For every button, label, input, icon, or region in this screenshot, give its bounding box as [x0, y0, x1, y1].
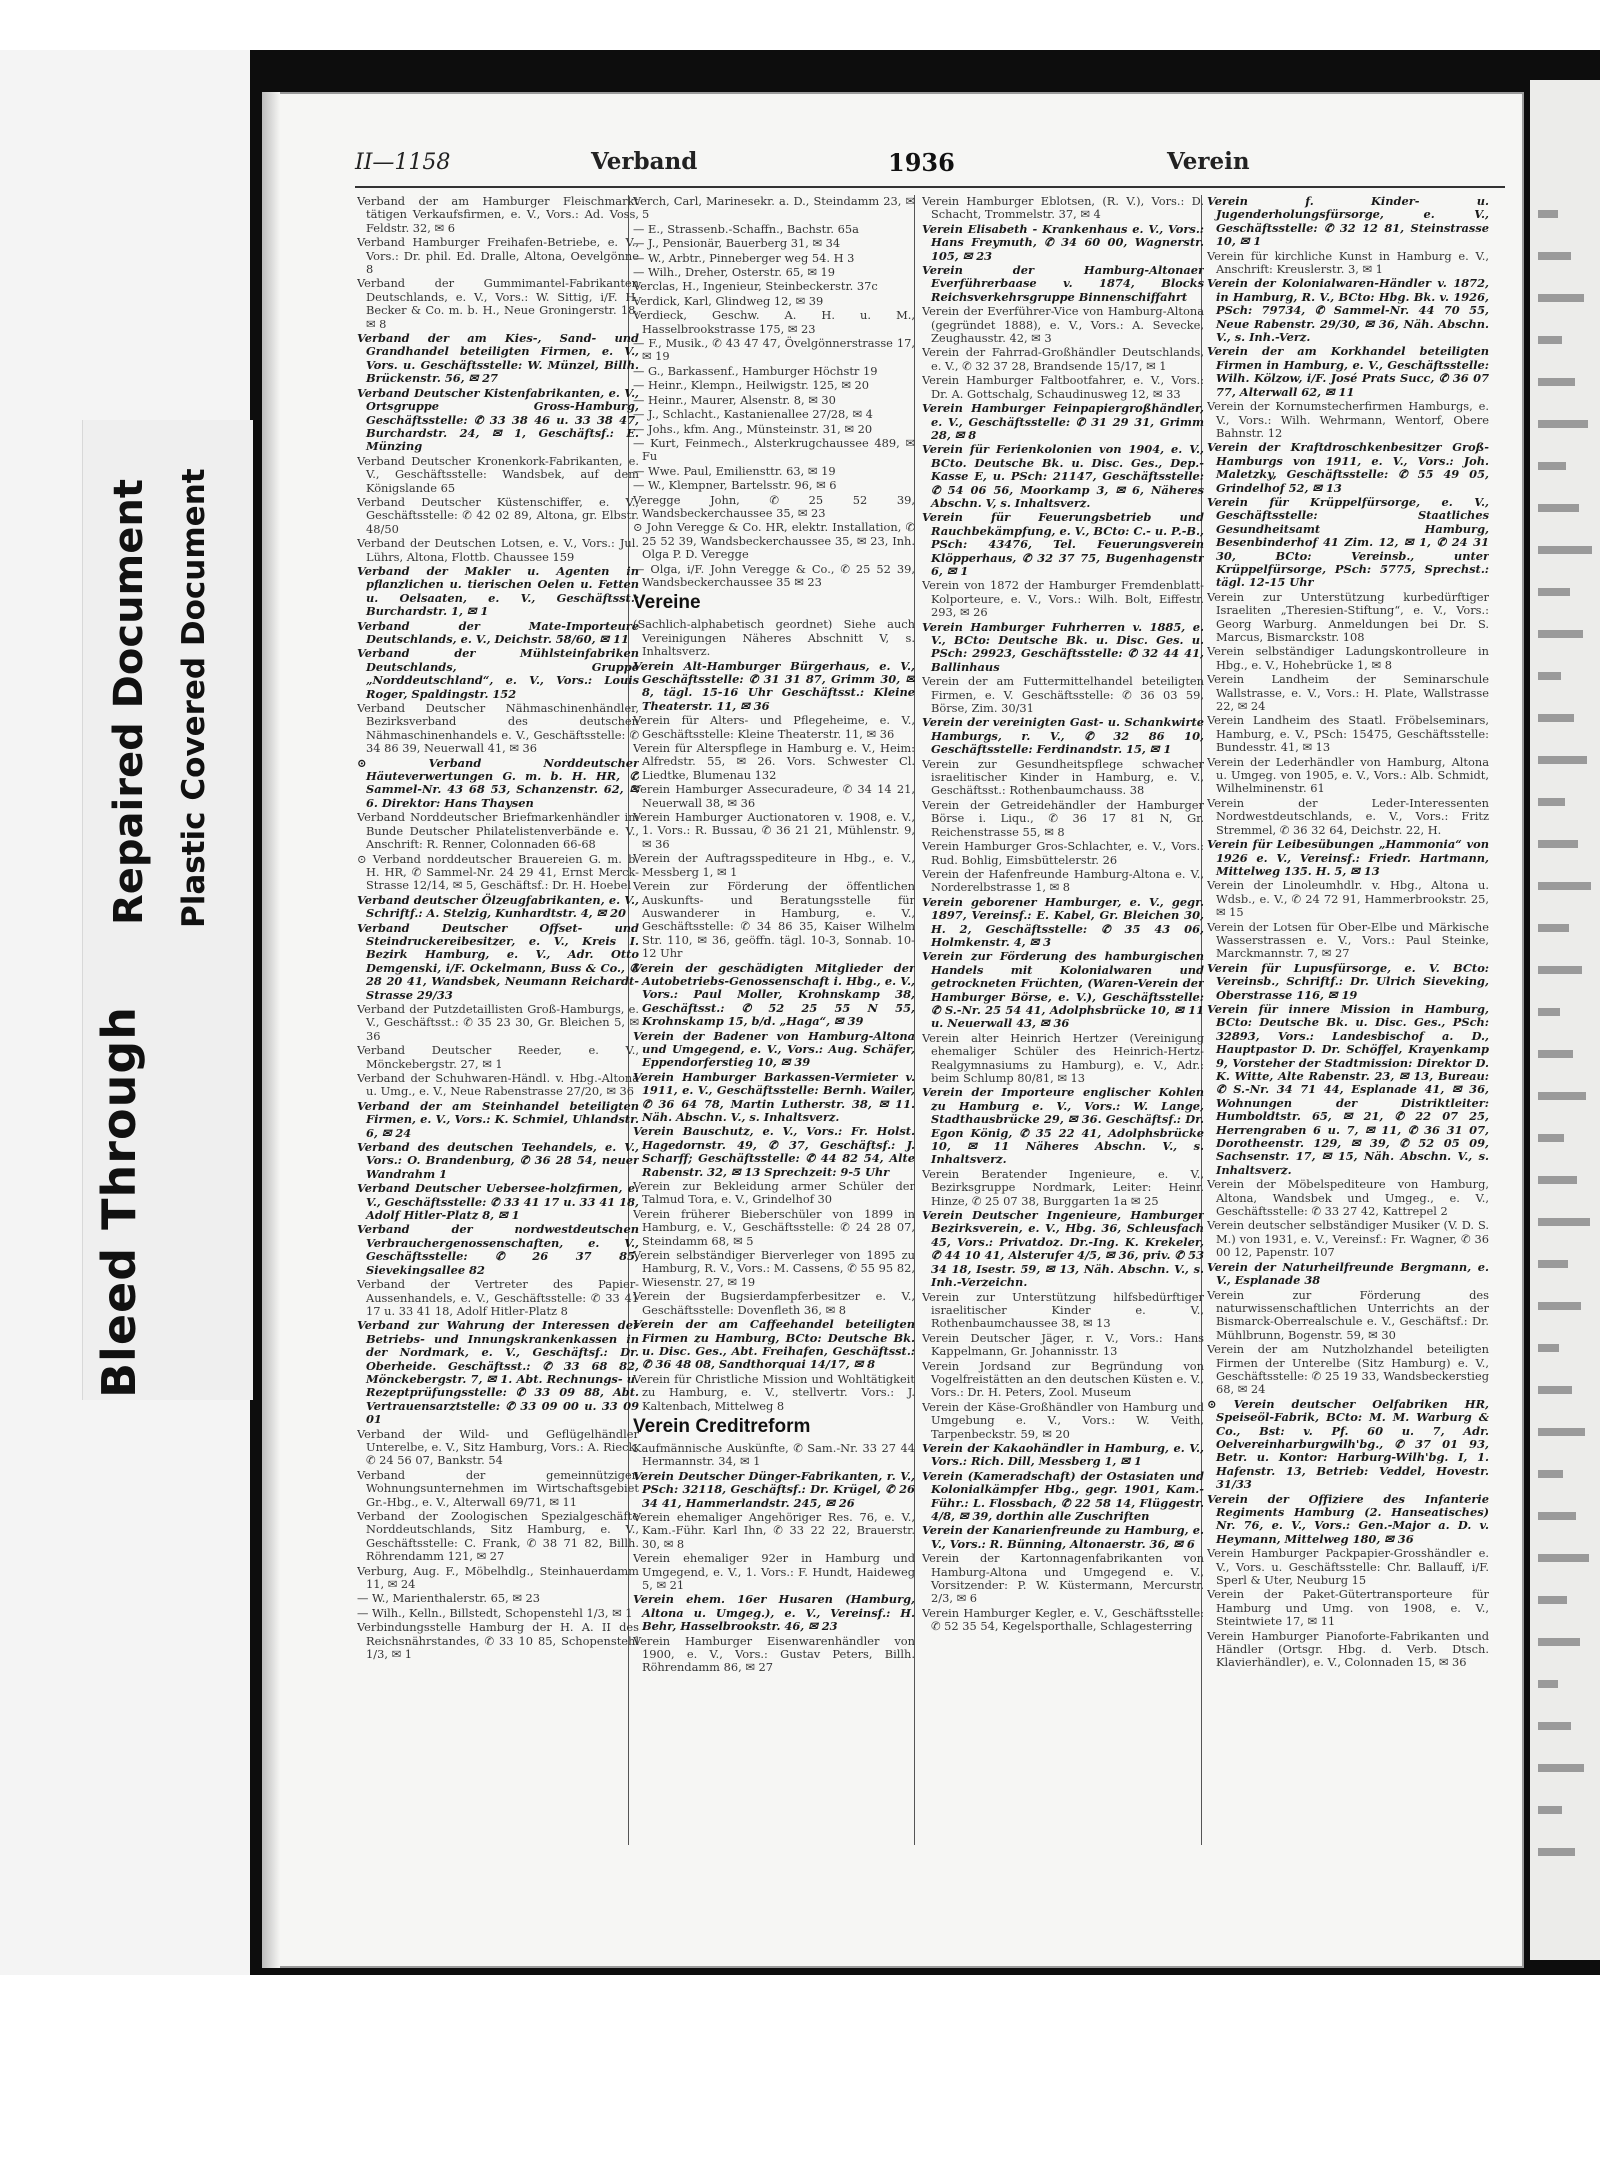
directory-column-1: [357, 195, 639, 1845]
directory-entry: Verein der am Korkhandel beteiligten Firmen in Hamburg, e. V., Geschäftsstelle: Wilh. Kölzow, i/F. José Prats Succ, ✆ 36 07 77, Alterwall 62, ✉ 11: [1207, 344, 1489, 399]
directory-entry: Verein der Lotsen für Ober-Elbe und Märkische Wasserstrassen e. V., Vors.: Paul Steinke, Marckmannstr. 7, ✉ 27: [1207, 919, 1489, 961]
adjacent-page-text-fragment: [1538, 1764, 1584, 1772]
bleed-through-label: Bleed Through: [92, 1005, 146, 1398]
directory-entry: Verein der Bugsierdampferbesitzer e. V., Geschäftsstelle: Dovenfleth 36, ✉ 8: [633, 1289, 915, 1317]
directory-entry: Verein der Möbelspediteure von Hamburg, Altona, Wandsbek und Umgeg., e. V., Geschäftsstelle: ✆ 33 27 42, Kattrepel 2: [1207, 1177, 1489, 1219]
page-number: II—1158: [355, 150, 451, 175]
adjacent-page-text-fragment: [1538, 1680, 1558, 1688]
directory-entry: Verein Hamburger Auctionatoren v. 1908, e. V., 1. Vors.: R. Bussau, ✆ 36 21 21, Mühlenstr. 9, ✉ 36: [633, 810, 915, 851]
directory-entry: Verdieck, Geschw. A. H. u. M., Hasselbrookstrasse 175, ✉ 23: [633, 308, 915, 336]
directory-column-3: [922, 195, 1204, 1845]
adjacent-page-text-fragment: [1538, 1260, 1568, 1268]
page-binding-shadow: [262, 92, 280, 1968]
directory-column-4: [1207, 195, 1489, 1845]
directory-entry: Verband der Wild- und Geflügelhändler Unterelbe, e. V., Sitz Hamburg, Vors.: A. Rieck, ✆ 24 56 07, Bankstr. 54: [357, 1426, 639, 1468]
adjacent-page-text-fragment: [1538, 1848, 1575, 1856]
adjacent-page-text-fragment: [1538, 672, 1561, 680]
directory-entry: (Sachlich-alphabetisch geordnet) Siehe auch Vereinigungen Näheres Abschnitt V, s. Inhaltsverz.: [633, 617, 915, 659]
directory-entry: Verein ehemaliger 92er in Hamburg und Umgegend, e. V., 1. Vors.: F. Hundt, Haideweg 5, ✉ 21: [633, 1551, 915, 1592]
directory-entry: Verband Deutscher Reeder, e. V., Mönckebergstr. 27, ✉ 1: [357, 1043, 639, 1071]
adjacent-page-text-fragment: [1538, 1218, 1590, 1226]
directory-entry: Verein Hamburger Pianoforte-Fabrikanten und Händler (Ortsgr. Hbg. d. Verb. Dtsch. Klavierhändler), e. V., Colonnaden 15, ✉ 36: [1207, 1628, 1489, 1670]
section-heading: Vereine: [633, 592, 701, 614]
directory-entry: Verein Deutscher Ingenieure, Hamburger Bezirksverein, e. V., Hbg. 36, Schleusfach 45, Vors.: Privatdoz. Dr.-Ing. K. Krekeler, ✆ 44 10 41, Alsterufer 4/5, ✉ 36, priv. ✆ 53 34 18, Isestr. 59, ✉ 13, Näh. Abschn. V., s. Inh.-Verzeichn.: [922, 1208, 1204, 1290]
directory-entry: Verband des deutschen Teehandels, e. V., Vors.: O. Brandenburg, ✆ 36 28 54, neuer Wandrahm 1: [357, 1140, 639, 1181]
directory-entry: Verein der Getreidehändler der Hamburger Börse i. Liqu., ✆ 36 17 81 N, Gr. Reichenstrasse 55, ✉ 8: [922, 797, 1204, 839]
directory-entry: Verein Hamburger Gros-Schlachter, e. V., Vors.: Rud. Bohlig, Eimsbüttelerstr. 26: [922, 839, 1204, 867]
header-right-keyword: Verein: [1167, 148, 1250, 175]
directory-entry: Verein Bauschutz, e. V., Vors.: Fr. Holst. Hagedornstr. 49, ✆ 37, Geschäftsf.: J. Scharff; Geschäftsstelle: ✆ 44 82 54, Alte Rabenstr. 32, ✉ 13 Sprechzeit: 9-5 Uhr: [633, 1124, 915, 1179]
directory-entry: Verein Hamburger Eblotsen, (R. V.), Vors.: D. Schacht, Trommelstr. 37, ✉ 4: [922, 195, 1204, 222]
directory-entry: Verband der Putzdetaillisten Groß-Hamburgs, e. V., Geschäftsst.: ✆ 35 23 30, Gr. Bleichen 5, ✉ 36: [357, 1001, 639, 1043]
directory-entry: Verein der Everführer-Vice von Hamburg-Altona (gegründet 1888), e. V., Vors.: A. Sevecke, Zeughausstr. 42, ✉ 3: [922, 304, 1204, 346]
directory-entry: Verein Hamburger Barkassen-Vermieter v. 1911, e. V., Geschäftsstelle: Bernh. Wailer, ✆ 36 64 78, Martin Lutherstr. 38, ✉ 11. Näh. Abschn. V., s. Inhaltsverz.: [633, 1069, 915, 1124]
directory-entry: Verein Hamburger Packpapier-Grosshändler e. V., Vors. u. Geschäftsstelle: Chr. Ballauff, i/F. Sperl & Uter, Neuburg 15: [1207, 1546, 1489, 1588]
directory-entry: — F., Musik., ✆ 43 47 47, Övelgönnerstrasse 17, ✉ 19: [633, 336, 915, 364]
repaired-document-label: Repaired Document: [106, 479, 152, 925]
directory-entry: Verein der vereinigten Gast- u. Schankwirte Hamburgs, r. V., ✆ 32 86 10, Geschäftsstelle: Ferdinandstr. 15, ✉ 1: [922, 715, 1204, 757]
directory-entry: ⊙ John Veregge & Co. HR, elektr. Installation, ✆ 25 52 39, Wandsbeckerchaussee 35, ✉ 23, Inh. Olga P. D. Veregge: [633, 520, 915, 562]
directory-entry: Verein zur Unterstützung hilfsbedürftiger israelitischer Kinder e. V., Rothenbaumchaussee 38, ✉ 13: [922, 1289, 1204, 1331]
directory-entry: Verband Hamburger Freihafen-Betriebe, e. V., Vors.: Dr. phil. Ed. Dralle, Altona, Oevelgönne 8: [357, 235, 639, 277]
directory-entry: Verein Hamburger Kegler, e. V., Geschäftsstelle: ✆ 52 35 54, Kegelsporthalle, Schlagesterring: [922, 1605, 1204, 1634]
directory-entry: Verein der Kartonnagenfabrikanten von Hamburg-Altona und Umgegend e. V., Vorsitzender: P. W. Küstermann, Mercurstr. 2/3, ✉ 6: [922, 1551, 1204, 1606]
directory-entry: Verein Landheim der Seminarschule Wallstrasse, e. V., Vors.: H. Plate, Wallstrasse 22, ✉ 24: [1207, 672, 1489, 714]
directory-entry: — Johs., kfm. Ang., Münsteinstr. 31, ✉ 20: [633, 421, 873, 436]
directory-entry: — Wilh., Dreher, Osterstr. 65, ✉ 19: [633, 265, 836, 280]
directory-entry: — J., Schlacht., Kastanienallee 27/28, ✉ 4: [633, 407, 873, 422]
directory-entry: Verband der am Hamburger Fleischmarkt tätigen Verkaufsfirmen, e. V., Vors.: Ad. Voss, Feldstr. 32, ✉ 6: [357, 195, 639, 235]
directory-entry: Verein Beratender Ingenieure, e. V., Bezirksgruppe Nordmark, Leiter: Heinr. Hinze, ✆ 25 07 38, Burggarten 1a ✉ 25: [922, 1166, 1204, 1208]
adjacent-page-text-fragment: [1538, 1176, 1577, 1184]
directory-entry: Verband zur Wahrung der Interessen der Betriebs- und Innungskrankenkassen in der Nordmark, e. V., Geschäftsf.: Dr. Oberheide. Geschäftsst.: ✆ 33 68 82, Mönckebergstr. 7, ✉ 1. Abt. Rechnungs- u. Rezeptprüfungsstelle: ✆ 33 09 88, Abt. Vertrauensarztstelle: ✆ 33 09 00 u. 33 09 01: [357, 1318, 639, 1427]
adjacent-page-edge: [1530, 80, 1600, 1960]
adjacent-page-text-fragment: [1538, 210, 1558, 218]
directory-entry: Verclas, H., Ingenieur, Steinbeckerstr. 37c: [633, 279, 878, 294]
directory-entry: Verein alter Heinrich Hertzer (Vereinigung ehemaliger Schüler des Heinrich-Hertz-Realgymnasiums zu Hamburg), e. V., Adr.: beim Schlump 80/81, ✉ 13: [922, 1030, 1204, 1085]
adjacent-page-text-fragment: [1538, 1428, 1585, 1436]
directory-entry: Verein für Ferienkolonien von 1904, e. V., BCto. Deutsche Bk. u. Disc. Ges., Dep.-Kasse E, u. PSch: 21147, Geschäftsstelle: ✆ 54 06 56, Moorkamp 3, ✉ 6, Näheres Abschn. V, s. Inhaltsverz.: [922, 442, 1204, 510]
directory-entry: Verein Hamburger Faltbootfahrer, e. V., Vors.: Dr. A. Gottschalg, Schaudinusweg 12, ✉ 33: [922, 373, 1204, 401]
directory-entry: — Kurt, Feinmech., Alsterkrugchaussee 489, ✉ Fu: [633, 435, 915, 464]
directory-entry: Kaufmännische Auskünfte, ✆ Sam.-Nr. 33 27 44 Hermannstr. 34, ✉ 1: [633, 1440, 915, 1469]
directory-entry: Verein früherer Bieberschüler von 1899 in Hamburg, e. V., Geschäftsstelle: ✆ 24 28 07, Steindamm 68, ✉ 5: [633, 1206, 915, 1248]
header-left-keyword: Verband: [591, 148, 698, 175]
directory-entry: Verein Hamburger Feinpapiergroßhändler, e. V., Geschäftsstelle: ✆ 31 29 31, Grimm 28, ✉ 8: [922, 401, 1204, 442]
directory-entry: Verch, Carl, Marinesekr. a. D., Steindamm 23, ✉ 5: [633, 195, 915, 222]
directory-entry: Verein Elisabeth - Krankenhaus e. V., Vors.: Hans Freymuth, ✆ 34 60 00, Wagnerstr. 105, ✉ 23: [922, 221, 1204, 263]
directory-entry: Verband deutscher Ölzeugfabrikanten, e. V., Schriftf.: A. Stelzig, Kunhardtstr. 4, ✉ 20: [357, 892, 639, 921]
adjacent-page-text-fragment: [1538, 1134, 1564, 1142]
directory-entry: Verein geborener Hamburger, e. V., gegr. 1897, Vereinsf.: E. Kabel, Gr. Bleichen 30, H. 2, Geschäftsstelle: ✆ 35 43 06, Holmkenstr. 4, ✉ 3: [922, 894, 1204, 949]
directory-entry: — E., Strassenb.-Schaffn., Bachstr. 65a: [633, 221, 859, 236]
directory-entry: — W., Klempner, Bartelsstr. 96, ✉ 6: [633, 478, 837, 493]
adjacent-page-text-fragment: [1538, 336, 1562, 344]
adjacent-page-text-fragment: [1538, 1050, 1573, 1058]
directory-entry: Verein der Lederhändler von Hamburg, Altona u. Umgeg. von 1905, e. V., Vors.: Alb. Schmidt, Wilhelminenstr. 61: [1207, 754, 1489, 796]
directory-entry: Verein der am Futtermittelhandel beteiligten Firmen, e. V. Geschäftsstelle: ✆ 36 03 59, Börse, Zim. 30/31: [922, 674, 1204, 716]
directory-entry: Verein der Badener von Hamburg-Altona und Umgegend, e. V., Vors.: Aug. Schäfer, Eppendorferstieg 10, ✉ 39: [633, 1028, 915, 1070]
directory-entry: Verband der Vertreter des Papier-Aussenhandels, e. V., Geschäftsstelle: ✆ 33 41 17 u. 33 41 18, Adolf Hitler-Platz 8: [357, 1277, 639, 1318]
directory-entry: Verbindungsstelle Hamburg der H. A. II des Reichsnährstandes, ✆ 33 10 85, Schopenstehl 1/3, ✉ 1: [357, 1620, 639, 1662]
directory-entry: Verein zur Gesundheitspflege schwacher israelitischer Kinder in Hamburg, e. V., Geschäftsst.: Rothenbaumchauss. 38: [922, 756, 1204, 798]
directory-entry: ⊙ Verband norddeutscher Brauereien G. m. b. H. HR, ✆ Sammel-Nr. 24 29 41, Ernst Merck-Strasse 12/14, ✉ 5, Geschäftsf.: Dr. H. Hoebel: [357, 851, 639, 893]
directory-entry: Verein für Alterspflege in Hamburg e. V., Heim: Alfredstr. 55, ✉ 26. Vors. Schwester Cl. Liedtke, Blumenau 132: [633, 741, 915, 782]
directory-entry: Verband der Mühlsteinfabriken Deutschlands, Gruppe „Norddeutschland“, e. V., Vors.: Louis Roger, Spaldingstr. 152: [357, 646, 639, 701]
adjacent-page-text-fragment: [1538, 1638, 1580, 1646]
directory-entry: Verband der Schuhwaren-Händl. v. Hbg.-Altona u. Umg., e. V., Neue Rabenstrasse 27/20, ✉ 36: [357, 1071, 639, 1099]
directory-entry: Verein der Kraftdroschkenbesitzer Groß-Hamburgs von 1911, e. V., Vors.: Joh. Maletzky, Geschäftsstelle: ✆ 55 49 05, Grindelhof 52, ✉ 13: [1207, 440, 1489, 495]
directory-entry: Verein (Kameradschaft) der Ostasiaten und Kolonialkämpfer Hbg., gegr. 1901, Kam.-Führ.: L. Flossbach, ✆ 22 58 14, Flüggestr. 4/8, ✉ 39, dorthin alle Zuschriften: [922, 1468, 1204, 1523]
directory-entry: Verband Norddeutscher Briefmarkenhändler im Bunde Deutscher Philatelistenverbände e. V., Anschrift: R. Renner, Colonnaden 66-68: [357, 810, 639, 852]
directory-entry: Verein der Hafenfreunde Hamburg-Altona e. V., Norderelbstrasse 1, ✉ 8: [922, 866, 1204, 895]
directory-entry: Verein der Auftragsspediteure in Hbg., e. V., Messberg 1, ✉ 1: [633, 851, 915, 879]
directory-entry: Verein für Alters- und Pflegeheime, e. V., Geschäftsstelle: Kleine Theaterstr. 11, ✉ 36: [633, 713, 915, 741]
directory-entry: Verband Deutscher Kistenfabrikanten, e. V., Ortsgruppe Gross-Hamburg, Geschäftsstelle: ✆ 33 38 46 u. 33 38 47, Burchardstr. 24, ✉ 1, Geschäftsf.: E. Münzing: [357, 385, 639, 454]
directory-entry: Verein der am Nutzholzhandel beteiligten Firmen der Unterelbe (Sitz Hamburg) e. V., Geschäftsstelle: ✆ 25 19 33, Wandsbeckerstieg 68, ✉ 24: [1207, 1342, 1489, 1397]
adjacent-page-text-fragment: [1538, 294, 1584, 302]
directory-entry: Veregge John, ✆ 25 52 39, Wandsbeckerchaussee 35, ✉ 23: [633, 492, 915, 520]
directory-entry: Verein zur Unterstützung kurbedürftiger Israeliten „Theresien-Stiftung“, e. V., Vors.: Georg Warburg. Anmeldungen bei Dr. S. Marcus, Bismarckstr. 108: [1207, 589, 1489, 644]
directory-entry: Verband der Zoologischen Spezialgeschäfte Norddeutschlands, Sitz Hamburg, e. V., Geschäftsstelle: C. Frank, ✆ 38 71 82, Billh. Röhrendamm 121, ✉ 27: [357, 1509, 639, 1564]
directory-entry: Verein für kirchliche Kunst in Hamburg e. V., Anschrift: Kreuslerstr. 3, ✉ 1: [1207, 248, 1489, 277]
directory-entry: Verein Deutscher Jäger, r. V., Vors.: Hans Kappelmann, Gr. Johannisstr. 13: [922, 1330, 1204, 1359]
directory-entry: Verband der nordwestdeutschen Verbrauchergenossenschaften, e. V., Geschäftsstelle: ✆ 26 37 85, Sievekingsallee 82: [357, 1222, 639, 1277]
directory-entry: Verein für Leibesübungen „Hammonia“ von 1926 e. V., Vereinsf.: Friedr. Hartmann, Mittelweg 135. H. 5, ✉ 13: [1207, 837, 1489, 878]
directory-entry: Verband Deutscher Nähmaschinenhändler, Bezirksverband des deutschen Nähmaschinenhandels e. V., Geschäftsstelle: ✆ 34 86 39, Neuerwall 41, ✉ 36: [357, 701, 639, 756]
directory-entry: — Heinr., Maurer, Alsenstr. 8, ✉ 30: [633, 392, 836, 407]
adjacent-page-text-fragment: [1538, 588, 1570, 596]
adjacent-page-text-fragment: [1538, 504, 1579, 512]
directory-entry: Verband der Makler u. Agenten in pflanzlichen u. tierischen Oelen u. Fetten u. Oelsaaten, e. V., Geschäftsst.: Burchardstr. 1, ✉ 1: [357, 563, 639, 619]
directory-entry: — Heinr., Klempn., Heilwigstr. 125, ✉ 20: [633, 378, 870, 393]
directory-entry: Verein der Offiziere des Infanterie Regiments Hamburg (2. Hanseatisches) Nr. 76, e. V., Vors.: Gen.-Major a. D. v. Heymann, Mittelweg 180, ✉ 36: [1207, 1491, 1489, 1546]
directory-entry: Verein Hamburger Fuhrherren v. 1885, e. V., BCto: Deutsche Bk. u. Disc. Ges. u. PSch: 29923, Geschäftsstelle: ✆ 32 44 41, Ballinhaus: [922, 619, 1204, 674]
section-heading: Verein Creditreform: [633, 1415, 811, 1437]
adjacent-page-text-fragment: [1538, 1386, 1572, 1394]
directory-entry: Verband der am Kies-, Sand- und Grandhandel beteiligten Firmen, e. V., Vors. u. Geschäftsstelle: W. Münzel, Billh. Brückenstr. 56, ✉ 27: [357, 331, 639, 386]
directory-entry: Verband Deutscher Kronenkork-Fabrikanten, e. V., Geschäftsstelle: Wandsbek, auf dem Königslande 65: [357, 453, 639, 495]
directory-entry: Verein der Kakaohändler in Hamburg, e. V., Vors.: Rich. Dill, Messberg 1, ✉ 1: [922, 1440, 1204, 1469]
directory-entry: Verein selbständiger Bierverleger von 1895 zu Hamburg, R. V., Vors.: M. Cassens, ✆ 55 95 82, Wiesenstr. 27, ✉ 19: [633, 1248, 915, 1289]
directory-entry: Verein für Lupusfürsorge, e. V. BCto: Vereinsb., Schriftf.: Dr. Ulrich Sieveking, Oberstrasse 116, ✉ 19: [1207, 960, 1489, 1002]
directory-entry: Verein für Krüppelfürsorge, e. V., Geschäftsstelle: Staatliches Gesundheitsamt Hamburg, Besenbinderhof 41 Zim. 12, ✉ 1, ✆ 24 31 30, BCto: Vereinsb., unter Krüppelfürsorge, PSch: 5775, Sprechst.: tägl. 12-15 Uhr: [1207, 494, 1489, 590]
adjacent-page-text-fragment: [1538, 1470, 1563, 1478]
directory-entry: Verein der Kornumstecherfirmen Hamburgs, e. V., Vors.: Wilh. Wehrmann, Wentorf, Obere Bahnstr. 12: [1207, 399, 1489, 440]
directory-entry: Verein Deutscher Dünger-Fabrikanten, r. V., PSch: 32118, Geschäftsf.: Dr. Krügel, ✆ 26 34 41, Hammerlandstr. 245, ✉ 26: [633, 1468, 915, 1510]
directory-entry: ⊙ Verband Norddeutscher Häuteverwertungen G. m. b. H. HR, ✆ Sammel-Nr. 43 68 53, Schanzenstr. 62, ✉ 6. Direktor: Hans Thaysen: [357, 755, 639, 810]
directory-entry: — G., Barkassenf., Hamburger Höchstr 19: [633, 363, 878, 378]
directory-entry: Verein zur Bekleidung armer Schüler der Talmud Tora, e. V., Grindelhof 30: [633, 1179, 915, 1207]
plastic-covered-document-label: Plastic Covered Document: [176, 468, 212, 928]
adjacent-page-text-fragment: [1538, 1512, 1576, 1520]
directory-entry: Verband der am Steinhandel beteiligten Firmen, e. V., Vors.: K. Schmiel, Uhlandstr. 6, ✉ 24: [357, 1098, 639, 1140]
directory-entry: Verein zur Förderung des hamburgischen Handels mit Kolonialwaren und getrockneten Früchten, (Waren-Verein der Hamburger Börse, e. V.), Geschäftsstelle: ✆ S.-Nr. 25 54 41, Adolphsbrücke 10, ✉ 11 u. Neuerwall 43, ✉ 36: [922, 949, 1204, 1031]
adjacent-page-text-fragment: [1538, 1092, 1586, 1100]
adjacent-page-text-fragment: [1538, 546, 1592, 554]
adjacent-page-text-fragment: [1538, 1008, 1560, 1016]
header-year: 1936: [888, 148, 955, 177]
adjacent-page-text-fragment: [1538, 714, 1574, 722]
directory-entry: Verband Deutscher Uebersee-holzfirmen, e. V., Geschäftsstelle: ✆ 33 41 17 u. 33 41 18, Adolf Hitler-Platz 8, ✉ 1: [357, 1181, 639, 1223]
directory-entry: Verein der Fahrrad-Großhändler Deutschlands, e. V., ✆ 32 37 28, Brandsende 15/17, ✉ 1: [922, 345, 1204, 373]
adjacent-page-text-fragment: [1538, 756, 1587, 764]
directory-entry: Verein von 1872 der Hamburger Fremdenblatt-Kolporteure, e. V., Vors.: Wilh. Bolt, Eiffestr. 293, ✉ 26: [922, 578, 1204, 620]
directory-entry: Verein zur Förderung des naturwissenschaftlichen Unterrichts an der Bismarck-Oberrealschule e. V., Geschäftsf.: Dr. Mühlbrunn, Bogenstr. 59, ✉ 30: [1207, 1287, 1489, 1342]
directory-entry: Verein für Feuerungsbetrieb und Rauchbekämpfung, e. V., BCto: C.- u. P.-B., PSch: 43476, Tel. Feuerungsverein Klöpperhaus, ✆ 32 37 75, Bugenhagenstr 6, ✉ 1: [922, 510, 1204, 578]
adjacent-page-text-fragment: [1538, 840, 1578, 848]
adjacent-page-text-fragment: [1538, 1344, 1559, 1352]
page-header: [355, 148, 1250, 188]
directory-entry: Verein selbständiger Ladungskontrolleure in Hbg., e. V., Hohebrücke 1, ✉ 8: [1207, 644, 1489, 672]
adjacent-page-text-fragment: [1538, 252, 1571, 260]
directory-entry: Verein ehem. 16er Husaren (Hamburg, Altona u. Umgeg.), e. V., Vereinsf.: H. Behr, Hasselbrookstr. 46, ✉ 23: [633, 1592, 915, 1634]
directory-entry: Verein Hamburger Eisenwarenhändler von 1900, e. V., Vors.: Gustav Peters, Billh. Röhrendamm 86, ✉ 27: [633, 1633, 915, 1675]
directory-entry: Verein f. Kinder- u. Jugenderholungsfürsorge, e. V., Geschäftsstelle: ✆ 32 12 81, Steinstrasse 10, ✉ 1: [1207, 195, 1489, 249]
adjacent-page-text-fragment: [1538, 1722, 1571, 1730]
directory-entry: Verband Deutscher Küstenschiffer, e. V., Geschäftsstelle: ✆ 42 02 89, Altona, gr. Elbstr. 48/50: [357, 494, 639, 536]
directory-entry: Verein deutscher selbständiger Musiker (V. D. S. M.) von 1931, e. V., Vereinsf.: Fr. Wagner, ✆ 36 00 12, Papenstr. 107: [1207, 1218, 1489, 1260]
adjacent-page-text-fragment: [1538, 882, 1591, 890]
directory-entry: Verein ehemaliger Angehöriger Res. 76, e. V., Kam.-Führ. Karl Ihn, ✆ 33 22 22, Brauerstr. 30, ✉ 8: [633, 1509, 915, 1551]
directory-entry: Verein der Hamburg-Altonaer Everführerbaase v. 1874, Blocks Reichsverkehrsgruppe Binnenschiffahrt: [922, 263, 1204, 304]
adjacent-page-text-fragment: [1538, 966, 1582, 974]
directory-entry: — W., Arbtr., Pinneberger weg 54. H 3: [633, 250, 855, 265]
directory-entry: Verein Alt-Hamburger Bürgerhaus, e. V., Geschäftsstelle: ✆ 31 31 87, Grimm 30, ✉ 8, tägl. 15-16 Uhr Geschäftsst.: Kleine Theaterstr. 11, ✉ 36: [633, 658, 915, 713]
directory-column-2: [633, 195, 915, 1845]
directory-entry: Verein zur Förderung der öffentlichen Auskunfts- und Beratungsstelle für Auswanderer in Hamburg, e. V., Geschäftsstelle: ✆ 34 86 35, Kaiser Wilhelm Str. 110, ✉ 36, geöffn. tägl. 10-3, Sonnab. 10-12 Uhr: [633, 879, 915, 961]
directory-entry: Verdick, Karl, Glindweg 12, ✉ 39: [633, 293, 824, 308]
directory-entry: Verein der am Caffeehandel beteiligten Firmen zu Hamburg, BCto: Deutsche Bk. u. Disc. Ges., Abt. Freihafen, Geschäftsst.: ✆ 36 48 08, Sandthorquai 14/17, ✉ 8: [633, 1317, 915, 1372]
directory-entry: Verein der Leder-Interessenten Nordwestdeutschlands, e. V., Vors.: Fritz Stremmel, ✆ 36 32 64, Deichstr. 22, H.: [1207, 795, 1489, 837]
directory-entry: Verein Hamburger Assecuradeure, ✆ 34 14 21, Neuerwall 38, ✉ 36: [633, 782, 915, 810]
directory-entry: Verein der Kanarienfreunde zu Hamburg, e. V., Vors.: R. Bünning, Altonaerstr. 36, ✉ 6: [922, 1523, 1204, 1551]
directory-entry: Verein der Naturheilfreunde Bergmann, e. V., Esplanade 38: [1207, 1259, 1489, 1288]
directory-entry: Verein Landheim des Staatl. Fröbelseminars, Hamburg, e. V., PSch: 15475, Geschäftsstelle: Bundesstr. 41, ✉ 13: [1207, 713, 1489, 755]
directory-entry: Verein der Kolonialwaren-Händler v. 1872, in Hamburg, R. V., BCto: Hbg. Bk. v. 1926, PSch: 79734, ✆ Sammel-Nr. 44 70 55, Neue Rabenstr. 29/30, ✉ 36, Näh. Abschn. V., s. Inh.-Verz.: [1207, 276, 1489, 345]
directory-entry: — Wwe. Paul, Emiliensttr. 63, ✉ 19: [633, 463, 836, 478]
adjacent-page-text-fragment: [1538, 798, 1565, 806]
directory-entry: Verband der Mate-Importeure Deutschlands, e. V., Deichstr. 58/60, ✉ 11: [357, 618, 639, 646]
adjacent-page-text-fragment: [1538, 420, 1588, 428]
directory-entry: Verein der Linoleumhdlr. v. Hbg., Altona u. Wdsb., e. V., ✆ 24 72 91, Hammerbrookstr. 25, ✉ 15: [1207, 878, 1489, 920]
directory-entry: Verburg, Aug. F., Möbelhdlg., Steinhauerdamm 11, ✉ 24: [357, 1563, 639, 1592]
adjacent-page-text-fragment: [1538, 1302, 1581, 1310]
adjacent-page-text-fragment: [1538, 924, 1569, 932]
adjacent-page-text-fragment: [1538, 462, 1566, 470]
header-rule: [355, 186, 1505, 188]
directory-entry: Verein Jordsand zur Begründung von Vogelfreistätten an den deutschen Küsten e. V., Vors.: Dr. H. Peters, Zool. Museum: [922, 1358, 1204, 1400]
directory-entry: Verband der Gummimantel-Fabrikanten Deutschlands, e. V., Vors.: W. Sittig, i/F. H. Becker & Co. m. b. H., Neue Groningerstr. 18, ✉ 8: [357, 276, 639, 331]
directory-entry: ⊙ Verein deutscher Oelfabriken HR, Speiseöl-Fabrik, BCto: M. M. Warburg & Co., Bst: v. Pf. 60 u. 7, Adr. Oelvereinharburgwilh'bg., ✆ 37 01 93, Betr. u. Kontor: Harburg-Wilh'bg. I, 1. Hafenstr. 13, Betrieb: Veddel, Hovestr. 31/33: [1207, 1396, 1489, 1492]
adjacent-page-text-fragment: [1538, 378, 1575, 386]
adjacent-page-text-fragment: [1538, 1596, 1567, 1604]
directory-entry: — Olga, i/F. John Veregge & Co., ✆ 25 52 39, Wandsbeckerchaussee 35 ✉ 23: [633, 561, 915, 589]
directory-entry: Verband Deutscher Offset- und Steindruckereibesitzer, e. V., Kreis I. Bezirk Hamburg, e. V., Adr. Otto Demgenski, i/F. Ockelmann, Buss & Co., ✆ 28 20 41, Wandsbek, Neumann Reichardt-Strasse 29/33: [357, 920, 639, 1002]
directory-entry: Verein für Christliche Mission und Wohltätigkeit zu Hamburg, e. V., stellvertr. Vors.: J. Kaltenbach, Mittelweg 8: [633, 1371, 915, 1413]
directory-entry: — W., Marienthalerstr. 65, ✉ 23: [357, 1591, 540, 1606]
adjacent-page-text-fragment: [1538, 1806, 1562, 1814]
directory-entry: — J., Pensionär, Bauerberg 31, ✉ 34: [633, 236, 841, 251]
directory-entry: Verein der Käse-Großhändler von Hamburg und Umgebung e. V., Vors.: W. Veith, Tarpenbeckstr. 59, ✉ 20: [922, 1399, 1204, 1441]
directory-entry: Verein der geschädigten Mitglieder der Autobetriebs-Genossenschaft i. Hbg., e. V., Vors.: Paul Moller, Krohnskamp 38, Geschäftsst.: ✆ 52 25 55 N 55, Krohnskamp 15, b/d. „Haga“, ✉ 39: [633, 960, 915, 1029]
directory-entry: Verein der Paket-Gütertransporteure für Hamburg und Umg. von 1908, e. V., Steintwiete 17, ✉ 11: [1207, 1587, 1489, 1629]
directory-entry: Verband der gemeinnützigen Wohnungsunternehmen im Wirtschaftsgebiet Gr.-Hbg., e. V., Alterwall 69/71, ✉ 11: [357, 1467, 639, 1509]
directory-entry: Verein für innere Mission in Hamburg, BCto: Deutsche Bk. u. Disc. Ges., PSch: 32893, Vors.: Landesbischof a. D., Hauptpastor D. Dr. Schöffel, Krayenkamp 9, Vorsteher der Stadtmission: Direktor D. K. Witte, Alte Rabenstr. 23, ✉ 13, Bureau: ✆ S.-Nr. 34 71 44, Esplanade 41, ✉ 36, Wohnungen der Distriktleiter: Humboldtstr. 65, ✉ 21, ✆ 22 07 25, Herrengraben 6 u. 7, ✉ 11, ✆ 36 31 07, Dorotheenstr. 129, ✉ 39, ✆ 52 05 09, Sachsenstr. 17, ✉ 15, Näh. Abschn. V., s. Inhaltsverz.: [1207, 1001, 1489, 1177]
directory-entry: — Wilh., Kelln., Billstedt, Schopenstehl 1/3, ✉ 1: [357, 1605, 633, 1620]
directory-entry: Verein der Importeure englischer Kohlen zu Hamburg e. V., Vors.: W. Lange, Stadthausbrücke 29, ✉ 36. Geschäftsf.: Dr. Egon König, ✆ 35 22 41, Adolphsbrücke 10, ✉ 11 Näheres Abschn. V., s. Inhaltsverz.: [922, 1085, 1204, 1167]
directory-entry: Verband der Deutschen Lotsen, e. V., Vors.: Jul. Lührs, Altona, Flottb. Chaussee 159: [357, 536, 639, 564]
adjacent-page-text-fragment: [1538, 630, 1583, 638]
adjacent-page-text-fragment: [1538, 1554, 1589, 1562]
